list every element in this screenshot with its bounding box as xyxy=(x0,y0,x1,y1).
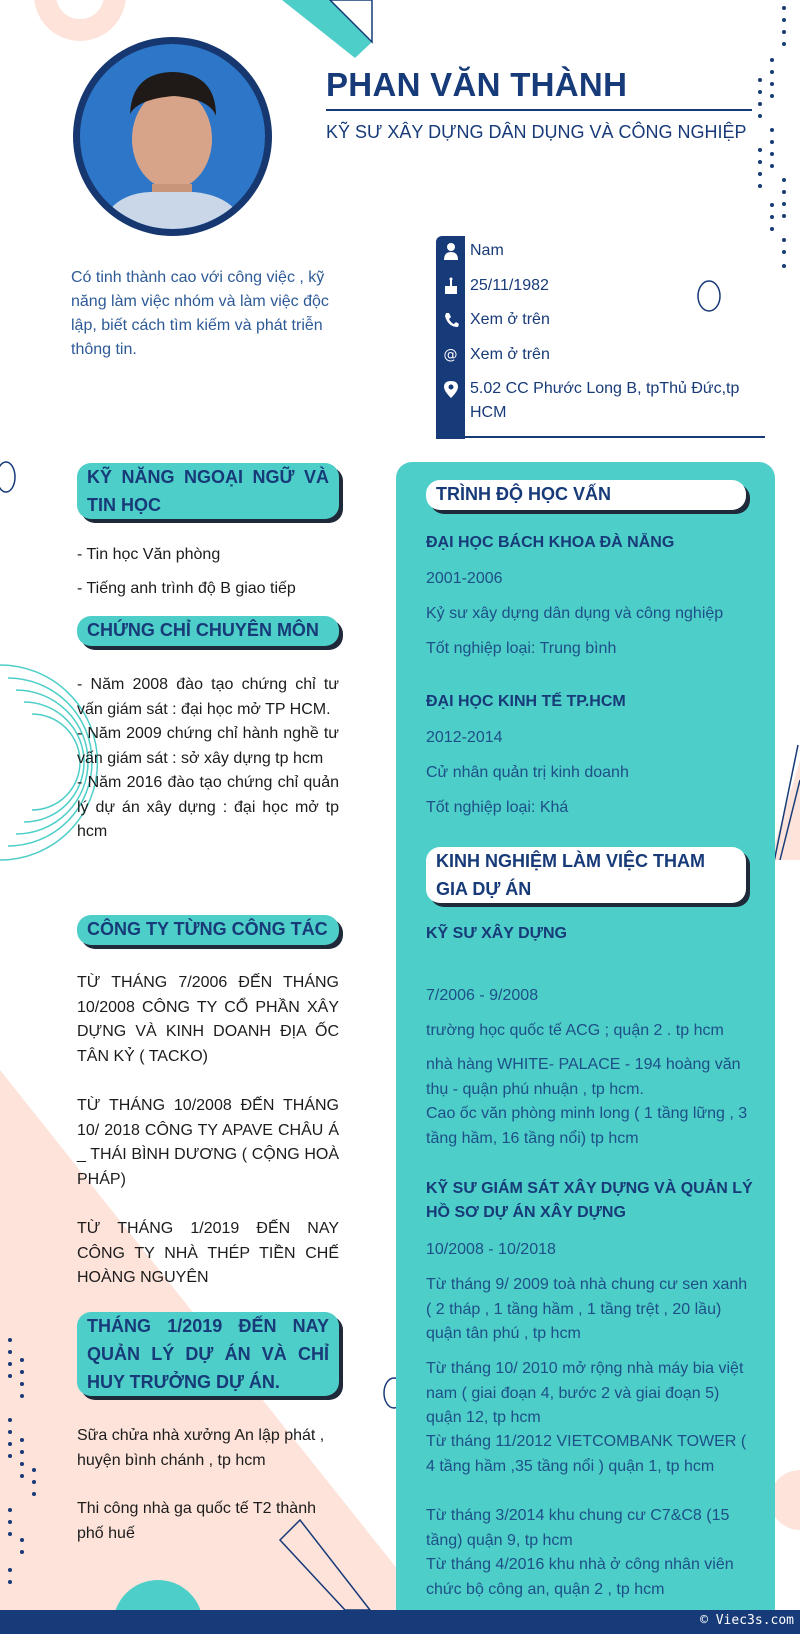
name-underline xyxy=(326,109,752,111)
certificate-item: - Năm 2016 đào tạo chứng chỉ quản lý dự án xây dựng : đại học mở tp hcm xyxy=(77,774,339,840)
footer-credit: © Viec3s.com xyxy=(700,1613,794,1628)
footer-bar xyxy=(0,1610,800,1634)
project-item: Từ tháng 9/ 2009 toà nhà chung cư sen xanh ( 2 tháp , 1 tầng hầm , 1 tầng trệt , 20 lầu) quận tân phú , tp hcm xyxy=(426,1276,748,1342)
current-role-heading: THÁNG 1/2019 ĐẾN NAY QUẢN LÝ DỰ ÁN VÀ CHỈ HUY TRƯỞNG DỰ ÁN. xyxy=(77,1312,339,1396)
cake-icon xyxy=(436,274,465,298)
contact-divider xyxy=(436,436,765,438)
school-name: ĐẠI HỌC BÁCH KHOA ĐÀ NẴNG xyxy=(426,534,675,551)
school-degree: Cử nhân quản trị kinh doanh xyxy=(426,764,629,781)
current-project-item: Thi công nhà ga quốc tế T2 thành phố huế xyxy=(77,1500,316,1542)
candidate-name: PHAN VĂN THÀNH xyxy=(326,66,628,103)
project-item: Từ tháng 4/2016 khu nhà ở công nhân viên chức bộ công an, quận 2 , tp hcm xyxy=(426,1556,734,1598)
skills-heading: KỸ NĂNG NGOẠI NGỮ VÀ TIN HỌC xyxy=(77,463,339,519)
contact-address-text: 5.02 CC Phước Long B, tpThủ Đức,tp HCM xyxy=(470,380,740,421)
location-pin-icon xyxy=(436,377,465,401)
school-degree: Kỷ sư xây dựng dân dụng và công nghiệp xyxy=(426,605,724,622)
certificate-item: - Năm 2009 chứng chỉ hành nghề tư vấn giám sát : sở xây dựng tp hcm xyxy=(77,725,339,767)
contact-gender-text: Nam xyxy=(470,242,504,259)
summary-text: Có tinh thành cao với công việc , kỹ năng làm việc nhóm và làm việc độc lập, biết cách tìm kiếm và phát triễn thông tin. xyxy=(71,269,329,358)
contact-phone-text: Xem ở trên xyxy=(470,311,550,328)
certificates-heading: CHỨNG CHỈ CHUYÊN MÔN xyxy=(77,616,339,646)
contact-email-text: Xem ở trên xyxy=(470,346,550,363)
phone-icon xyxy=(436,308,465,332)
school-name: ĐẠI HỌC KINH TẾ TP.HCM xyxy=(426,693,626,710)
company-item: TỪ THÁNG 1/2019 ĐẾN NAY CÔNG TY NHÀ THÉP TIỀN CHẾ HOÀNG NGUYÊN xyxy=(77,1220,339,1286)
project-item: Cao ốc văn phòng minh long ( 1 tầng lững , 3 tầng hầm, 16 tầng nổi) tp hcm xyxy=(426,1105,748,1147)
company-item: TỪ THÁNG 10/2008 ĐẾN THÁNG 10/ 2018 CÔNG TY APAVE CHÂU Á _ THÁI BÌNH DƯƠNG ( CỘNG HOÀ PHÁP) xyxy=(77,1097,339,1188)
role-period: 7/2006 - 9/2008 xyxy=(426,987,539,1004)
companies-heading: CÔNG TY TỪNG CÔNG TÁC xyxy=(77,915,339,945)
school-years: 2001-2006 xyxy=(426,570,503,587)
project-item: Từ tháng 3/2014 khu chung cư C7&C8 (15 tầng) quận 9, tp hcm xyxy=(426,1507,730,1549)
role-title: KỸ SƯ GIÁM SÁT XÂY DỰNG VÀ QUẢN LÝ HỒ SƠ DỰ ÁN XÂY DỰNG xyxy=(426,1180,753,1221)
skill-item: - Tiếng anh trình độ B giao tiếp xyxy=(77,580,296,597)
certificate-item: - Năm 2008 đào tạo chứng chỉ tư vấn giám sát : đại học mở TP HCM. xyxy=(77,676,339,718)
avatar xyxy=(80,44,265,229)
certificates-list xyxy=(77,673,339,845)
project-item: Từ tháng 11/2012 VIETCOMBANK TOWER ( 4 tầng hầm ,35 tầng nổi ) quận 1, tp hcm xyxy=(426,1433,747,1475)
role-period: 10/2008 - 10/2018 xyxy=(426,1241,556,1258)
email-icon: @ xyxy=(443,347,458,363)
role-title: KỸ SƯ XÂY DỰNG xyxy=(426,925,567,942)
school-years: 2012-2014 xyxy=(426,729,503,746)
project-item: Từ tháng 10/ 2010 mở rộng nhà máy bia việt nam ( giai đoạn 4, bước 2 và giai đoạn 5) quận 12, tp hcm xyxy=(426,1360,744,1426)
project-item: trường học quốc tế ACG ; quận 2 . tp hcm xyxy=(426,1022,724,1039)
school-grade: Tốt nghiệp loại: Khá xyxy=(426,799,569,816)
company-item: TỪ THÁNG 7/2006 ĐẾN THÁNG 10/2008 CÔNG TY CỔ PHẦN XÂY DỰNG VÀ KINH DOANH ĐỊA ỐC TÂN KỶ ( TACKO) xyxy=(77,974,339,1065)
current-project-item: Sữa chửa nhà xưởng An lập phát , huyện bình chánh , tp hcm xyxy=(77,1427,325,1469)
contact-birthday-text: 25/11/1982 xyxy=(470,277,549,294)
person-icon xyxy=(436,239,465,263)
school-grade: Tốt nghiệp loại: Trung bình xyxy=(426,640,617,657)
job-title: KỸ SƯ XÂY DỰNG DÂN DỤNG VÀ CÔNG NGHIỆP xyxy=(326,122,747,142)
education-heading: TRÌNH ĐỘ HỌC VẤN xyxy=(426,480,746,510)
experience-heading: KINH NGHIỆM LÀM VIỆC THAM GIA DỰ ÁN xyxy=(426,847,746,903)
person-photo-icon xyxy=(80,44,265,229)
skill-item: - Tin học Văn phòng xyxy=(77,546,221,563)
project-item: nhà hàng WHITE- PALACE - 194 hoàng văn thụ - quận phú nhuận , tp hcm. xyxy=(426,1056,741,1098)
contact-sidebar xyxy=(436,236,465,439)
